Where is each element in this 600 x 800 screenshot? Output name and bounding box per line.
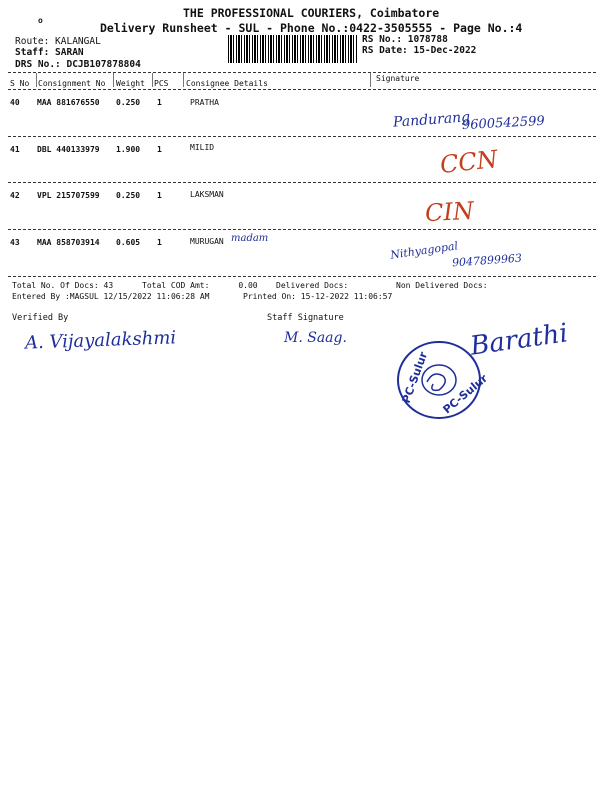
col-header-sno: S No — [10, 79, 30, 88]
signature-handwriting: Pandurang — [392, 109, 471, 131]
stamp-text: PC-Sulur — [399, 350, 431, 406]
col-header-weight: Weight — [116, 79, 145, 88]
row-sno: 43 — [10, 238, 20, 247]
row-weight: 1.900 — [116, 145, 141, 154]
non-delivered-docs: Non Delivered Docs: — [396, 281, 488, 290]
row-weight: 0.250 — [116, 191, 141, 200]
row-consignee: MILID — [190, 143, 215, 152]
row-consignee: LAKSMAN — [190, 190, 224, 199]
header-bottom-rule — [8, 89, 596, 90]
row-consignee: MURUGAN — [190, 237, 224, 246]
phone-handwriting: 9600542599 — [461, 113, 546, 134]
col-divider — [183, 73, 184, 87]
rs-date: RS Date: 15-Dec-2022 — [362, 45, 477, 56]
col-divider — [152, 73, 153, 87]
staff-signature: M. Saag. — [284, 330, 347, 346]
row-consignment: VPL 215707599 — [37, 191, 100, 200]
runsheet-subtitle: Delivery Runsheet - SUL - Phone No.:0422-3505555 - Page No.:4 — [100, 21, 523, 35]
col-divider — [113, 73, 114, 87]
row-consignee: PRATHA — [190, 98, 219, 107]
entered-by: Entered By :MAGSUL 12/15/2022 11:06:28 AM — [12, 292, 210, 301]
row-consignment: MAA 858703914 — [37, 238, 100, 247]
rs-number: RS No.: 1078788 — [362, 34, 448, 45]
consignee-note-handwriting: madam — [231, 233, 269, 244]
table-bottom-rule — [8, 276, 596, 277]
table-top-rule — [8, 72, 596, 73]
row-weight: 0.605 — [116, 238, 141, 247]
signature-handwriting: CIN — [424, 196, 475, 228]
total-docs: Total No. Of Docs: 43 — [12, 281, 114, 290]
verified-by-label: Verified By — [12, 313, 69, 323]
row-pcs: 1 — [157, 145, 162, 154]
delivered-docs: Delivered Docs: — [276, 281, 349, 290]
row-pcs: 1 — [157, 238, 162, 247]
row-divider — [8, 229, 596, 230]
staff: Staff: SARAN — [15, 47, 84, 58]
barcode — [228, 35, 358, 63]
col-header-consignee: Consignee Details — [186, 79, 268, 88]
company-title: THE PROFESSIONAL COURIERS, Coimbatore — [183, 6, 440, 20]
drs-number: DRS No.: DCJB107878804 — [15, 59, 141, 70]
row-divider — [8, 136, 596, 137]
row-pcs: 1 — [157, 191, 162, 200]
row-sno: 41 — [10, 145, 20, 154]
verified-by-signature: A. Vijayalakshmi — [24, 327, 177, 354]
row-divider — [8, 182, 596, 183]
row-weight: 0.250 — [116, 98, 141, 107]
col-header-pcs: PCS — [154, 79, 169, 88]
col-divider — [370, 73, 371, 87]
col-divider — [36, 73, 37, 87]
row-sno: 40 — [10, 98, 20, 107]
total-cod: Total COD Amt: 0.00 — [142, 281, 258, 290]
stamp-text-2: PC-Sulur — [440, 371, 491, 417]
printed-on: Printed On: 15-12-2022 11:06:57 — [243, 292, 393, 301]
row-consignment: DBL 440133979 — [37, 145, 100, 154]
top-mark: o — [38, 16, 43, 25]
staff-signature-label: Staff Signature — [267, 313, 344, 323]
signature-handwriting: Nithyagopal — [389, 239, 459, 262]
col-header-consignment: Consignment No — [38, 79, 106, 88]
route: Route: KALANGAL — [15, 36, 101, 47]
col-header-signature: Signature — [376, 74, 420, 83]
phone-handwriting: 9047899963 — [451, 251, 523, 270]
row-sno: 42 — [10, 191, 20, 200]
row-pcs: 1 — [157, 98, 162, 107]
stamp-signature: Barathi — [468, 318, 570, 362]
row-consignment: MAA 881676550 — [37, 98, 100, 107]
signature-handwriting: CCN — [438, 145, 500, 179]
